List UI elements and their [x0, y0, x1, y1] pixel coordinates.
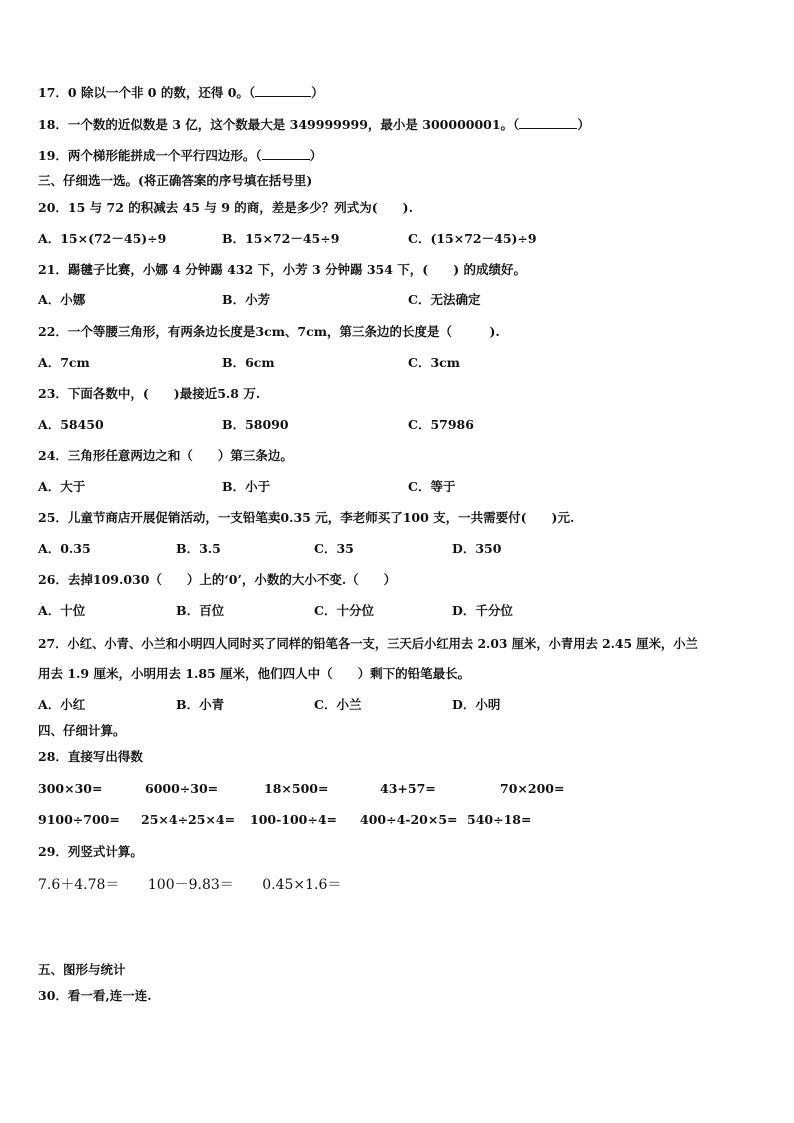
question-28: 28．直接写出得数 — [38, 749, 143, 764]
option-c[interactable]: C．无法确定 — [408, 292, 481, 307]
option-b[interactable]: B．3.5 — [176, 541, 221, 556]
option-c[interactable]: C．35 — [314, 541, 354, 556]
question-17-text: 17．0 除以一个非 0 的数，还得 0。（ — [38, 85, 256, 100]
option-a[interactable]: A．十位 — [38, 603, 86, 618]
option-b[interactable]: B．小于 — [222, 479, 271, 494]
question-18 — [38, 116, 590, 133]
vertical-calc-item: 7.6＋4.78＝ — [38, 877, 120, 893]
option-a[interactable]: A．小娜 — [38, 292, 86, 307]
calc-item: 9100÷700= — [38, 812, 120, 827]
section-5-heading: 五、图形与统计 — [38, 962, 126, 977]
section-4-heading: 四、仔细计算。 — [38, 723, 126, 738]
calc-item: 25×4÷25×4= — [141, 812, 236, 827]
option-a[interactable]: A．大于 — [38, 479, 86, 494]
question-20: 20．15 与 72 的积减去 45 与 9 的商，差是多少？列式为( ). — [38, 200, 413, 215]
question-17 — [38, 84, 324, 101]
question-24: 24．三角形任意两边之和（ ）第三条边。 — [38, 448, 293, 463]
option-a[interactable]: A．15×(72－45)÷9 — [38, 231, 167, 246]
calc-item: 100-100÷4= — [250, 812, 338, 827]
question-27-line-1: 27．小红、小青、小兰和小明四人同时买了同样的铅笔各一支，三天后小红用去 2.03 厘米，小青用去 2.45 厘米，小兰 — [38, 636, 698, 651]
option-b[interactable]: B．小青 — [176, 697, 225, 712]
question-26: 26．去掉109.030（ ）上的‘0’，小数的大小不变.（ ） — [38, 572, 397, 587]
option-b[interactable]: B．58090 — [222, 417, 289, 432]
option-c[interactable]: C．十分位 — [314, 603, 374, 618]
question-29: 29．列竖式计算。 — [38, 844, 143, 859]
calc-item: 18×500= — [264, 781, 329, 796]
question-19 — [38, 147, 322, 164]
option-c[interactable]: C．3cm — [408, 355, 460, 370]
option-a[interactable]: A．58450 — [38, 417, 104, 432]
calc-item: 6000÷30= — [145, 781, 219, 796]
vertical-calc-item: 100－9.83＝ — [147, 877, 234, 893]
option-d[interactable]: D．小明 — [452, 697, 501, 712]
option-d[interactable]: D．千分位 — [452, 603, 513, 618]
question-19-text: 19．两个梯形能拼成一个平行四边形。（ — [38, 148, 262, 163]
option-c[interactable]: C．等于 — [408, 479, 456, 494]
answer-blank[interactable] — [262, 147, 310, 160]
question-23: 23．下面各数中，( )最接近5.8 万. — [38, 386, 261, 401]
question-17-end: ） — [311, 85, 324, 100]
question-25: 25．儿童节商店开展促销活动，一支铅笔卖0.35 元，李老师买了100 支，一共需要付( )元. — [38, 510, 575, 525]
option-b[interactable]: B．6cm — [222, 355, 275, 370]
answer-blank[interactable] — [255, 84, 311, 97]
vertical-calc-row — [38, 874, 365, 894]
option-c[interactable]: C．(15×72－45)÷9 — [408, 231, 537, 246]
option-b[interactable]: B．15×72－45÷9 — [222, 231, 340, 246]
option-d[interactable]: D．350 — [452, 541, 502, 556]
option-a[interactable]: A．7cm — [38, 355, 90, 370]
calc-item: 400÷4-20×5= — [360, 812, 458, 827]
question-21: 21．踢毽子比赛，小娜 4 分钟踢 432 下，小芳 3 分钟踢 354 下，( ) 的成绩好。 — [38, 262, 526, 277]
question-22: 22．一个等腰三角形，有两条边长度是3cm、7cm，第三条边的长度是（ ). — [38, 324, 500, 339]
option-a[interactable]: A．0.35 — [38, 541, 91, 556]
section-3-heading: 三、仔细选一选。(将正确答案的序号填在括号里) — [38, 173, 313, 188]
calc-item: 300×30= — [38, 781, 103, 796]
option-b[interactable]: B．百位 — [176, 603, 225, 618]
option-c[interactable]: C．小兰 — [314, 697, 362, 712]
answer-blank[interactable] — [519, 116, 577, 129]
question-18-text: 18．一个数的近似数是 3 亿，这个数最大是 349999999，最小是 300000001。（ — [38, 117, 520, 132]
vertical-calc-item: 0.45×1.6＝ — [262, 877, 342, 893]
option-a[interactable]: A．小红 — [38, 697, 86, 712]
option-c[interactable]: C．57986 — [408, 417, 474, 432]
question-19-end: ） — [309, 148, 323, 163]
calc-item: 540÷18= — [467, 812, 532, 827]
calc-item: 70×200= — [500, 781, 565, 796]
option-b[interactable]: B．小芳 — [222, 292, 271, 307]
question-18-end: ） — [577, 117, 590, 132]
question-30: 30．看一看,连一连. — [38, 988, 152, 1003]
question-27-line-2: 用去 1.9 厘米，小明用去 1.85 厘米，他们四人中（ ）剩下的铅笔最长。 — [38, 666, 471, 681]
calc-item: 43+57= — [380, 781, 436, 796]
